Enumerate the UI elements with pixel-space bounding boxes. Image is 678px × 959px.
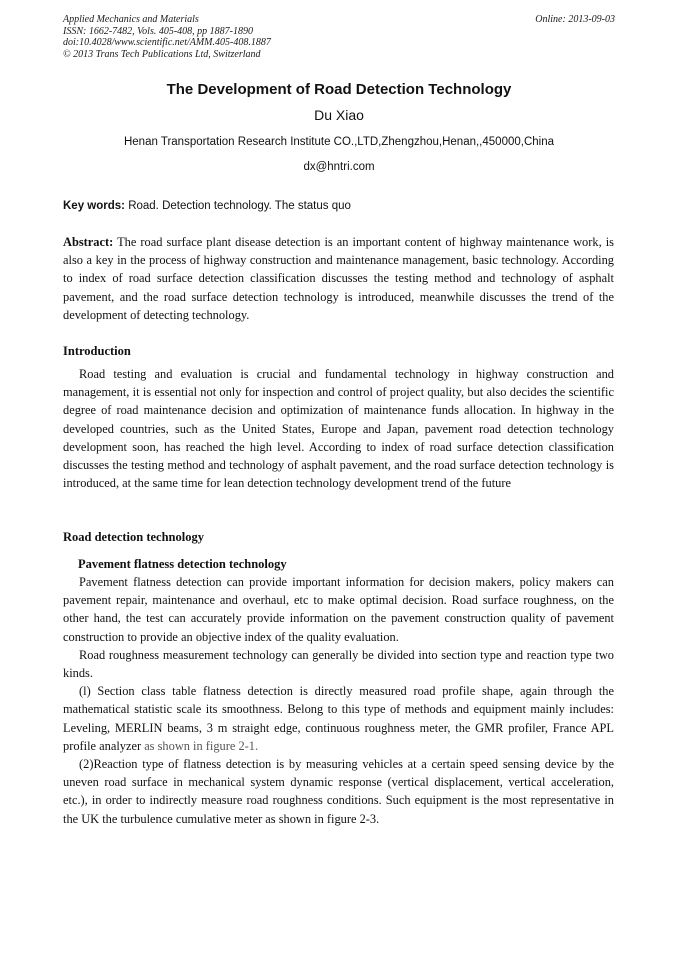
abstract-text: The road surface plant disease detection is an important content of highway maintenance work, is also a key in the process of highway construction and maintenance management, basic technology. According to index of road surface detection classification discusses the testing method and technology of asphalt pavement, and the road surface detection technology is introduced, meanwhile discusses the trend of the development of detecting technology. — [63, 235, 614, 322]
journal-header — [63, 14, 615, 60]
keywords — [63, 198, 615, 214]
flatness-subheading: Pavement flatness detection technology — [78, 557, 287, 571]
online-date: Online: 2013-09-03 — [535, 14, 615, 25]
flatness-paragraph-1: Pavement flatness detection can provide important information for decision makers, policy makers can pavement repair, maintenance and overhaul, etc to make optimal decision. Road surface roughness, on the other hand, the test can accurately provide information on the pavement construction quality of pavement construction to provide an objective index of the quality evaluation. — [63, 575, 614, 644]
abstract — [63, 233, 614, 324]
keywords-text: Road. Detection technology. The status quo — [125, 200, 351, 212]
flatness-paragraph-4: (2)Reaction type of flatness detection is by measuring vehicles at a certain speed sensing device by the uneven road surface in mechanical system dynamic response (vertical displacement, vertical acceleration, etc.), in order to indirectly measure road roughness conditions. Such equipment is the most representative in the UK the turbulence cumulative meter as shown in figure 2-3. — [63, 757, 614, 826]
abstract-label: Abstract: — [63, 235, 114, 249]
keywords-label: Key words: — [63, 200, 125, 212]
flatness-paragraph-2: Road roughness measurement technology can generally be divided into section type and reaction type two kinds. — [63, 647, 614, 681]
author-affiliation: Henan Transportation Research Institute CO.,LTD,Zhengzhou,Henan,,450000,China — [123, 136, 554, 148]
author-email: dx@hntri.com — [303, 161, 375, 173]
issn-line: ISSN: 1662-7482, Vols. 405-408, pp 1887-1890 — [63, 25, 253, 37]
road-detection-heading: Road detection technology — [63, 530, 204, 544]
flatness-paragraph-3-main: (l) Section class table flatness detection is directly measured road profile shape, again through the mathematical statistic scale its smoothness. Belong to this type of methods and equipment mainly includes: Leveling, MERLIN beams, 3 m straight edge, continuous roughness meter, the GMR profiler, France APL profile analyzer — [63, 684, 614, 753]
flatness-paragraph-3 — [63, 682, 614, 755]
paper-title: The Development of Road Detection Technology — [166, 81, 512, 98]
copyright-line: © 2013 Trans Tech Publications Ltd, Switzerland — [63, 48, 261, 60]
figure-reference-2-1: as shown in figure 2-1. — [144, 738, 259, 753]
author-name: Du Xiao — [314, 107, 364, 123]
journal-name: Applied Mechanics and Materials — [63, 14, 199, 25]
doi-line: doi:10.4028/www.scientific.net/AMM.405-408.1887 — [63, 37, 271, 48]
introduction-section — [63, 365, 614, 492]
introduction-paragraph: Road testing and evaluation is crucial and fundamental technology in highway construction and management, it is essential not only for inspection and control of project quality, but also decides the scientific degree of road maintenance decision and optimization of maintenance funds allocation. In highway in the developed countries, such as the United States, Europe and Japan, pavement road detection technology development soon, has reached the high level. According to index of road surface detection classification discusses the testing method and technology of asphalt pavement, and the road surface detection technology is introduced, at the same time for lean detection technology development trend of the future — [63, 367, 614, 491]
introduction-heading: Introduction — [63, 344, 131, 358]
flatness-section — [63, 573, 614, 828]
